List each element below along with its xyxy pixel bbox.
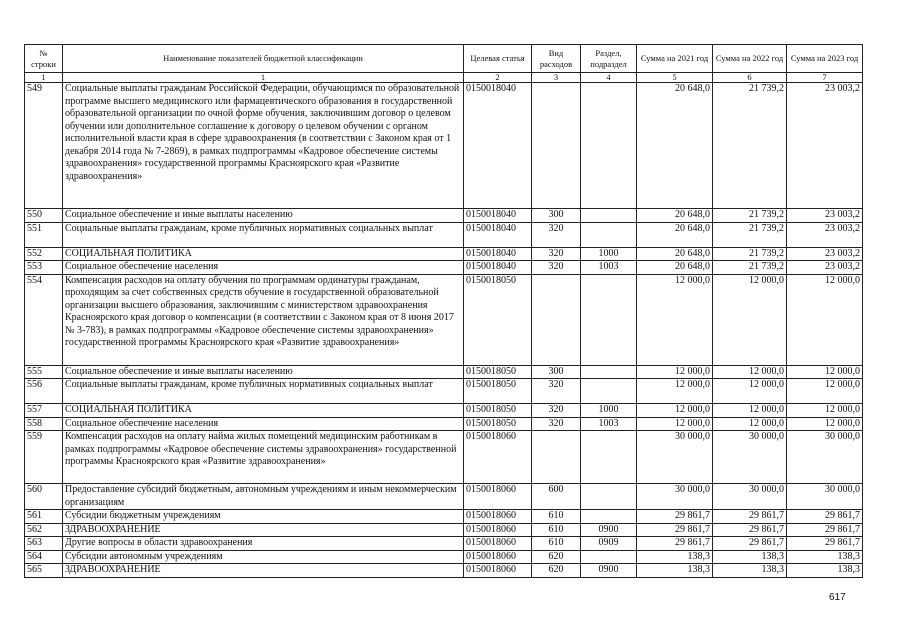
indicator-name-cell: СОЦИАЛЬНАЯ ПОЛИТИКА [63,404,464,418]
header-expense-type: Вид расходов [532,45,581,73]
sum-2022-cell: 12 000,0 [713,379,787,404]
expense-type-cell: 620 [532,564,581,578]
target-article-cell: 0150018040 [464,247,532,261]
sum-2021-cell: 12 000,0 [637,365,713,379]
table-row [25,404,863,418]
section-cell [581,431,637,484]
header-indicator-name: Наименование показателей бюджетной классификации [63,45,464,73]
section-cell [581,550,637,564]
target-article-cell: 0150018060 [464,484,532,510]
sum-2022-cell: 12 000,0 [713,404,787,418]
row-number-cell: 553 [25,261,63,275]
section-cell [581,484,637,510]
sum-2023-cell: 30 000,0 [787,484,863,510]
table-row [25,379,863,404]
sum-2022-cell: 21 739,2 [713,222,787,247]
sum-2021-cell: 12 000,0 [637,274,713,365]
indicator-name-cell: Социальные выплаты гражданам, кроме публичных нормативных социальных выплат [63,222,464,247]
indicator-name-cell: Социальные выплаты гражданам, кроме публичных нормативных социальных выплат [63,379,464,404]
table-row [25,261,863,275]
column-number: 4 [581,73,637,83]
row-number-cell: 557 [25,404,63,418]
expense-type-cell [532,431,581,484]
sum-2021-cell: 12 000,0 [637,379,713,404]
indicator-name-cell: Социальное обеспечение и иные выплаты населению [63,365,464,379]
sum-2021-cell: 12 000,0 [637,404,713,418]
sum-2023-cell: 29 861,7 [787,523,863,537]
target-article-cell: 0150018040 [464,83,532,209]
page-number: 617 [829,592,846,603]
sum-2022-cell: 21 739,2 [713,83,787,209]
sum-2023-cell: 23 003,2 [787,83,863,209]
table-row [25,83,863,209]
section-cell [581,379,637,404]
sum-2021-cell: 20 648,0 [637,83,713,209]
sum-2022-cell: 30 000,0 [713,484,787,510]
target-article-cell: 0150018050 [464,365,532,379]
section-cell: 1003 [581,261,637,275]
expense-type-cell: 600 [532,484,581,510]
target-article-cell: 0150018040 [464,222,532,247]
sum-2021-cell: 20 648,0 [637,222,713,247]
expense-type-cell: 320 [532,222,581,247]
sum-2021-cell: 138,3 [637,564,713,578]
table-row [25,537,863,551]
expense-type-cell: 620 [532,550,581,564]
table-body [25,83,863,578]
sum-2021-cell: 29 861,7 [637,537,713,551]
column-number: 2 [464,73,532,83]
expense-type-cell: 320 [532,404,581,418]
sum-2022-cell: 29 861,7 [713,537,787,551]
indicator-name-cell: ЗДРАВООХРАНЕНИЕ [63,523,464,537]
column-number: 6 [713,73,787,83]
sum-2022-cell: 21 739,2 [713,261,787,275]
row-number-cell: 561 [25,510,63,524]
indicator-name-cell: Социальное обеспечение и иные выплаты населению [63,209,464,223]
section-cell: 1000 [581,404,637,418]
sum-2022-cell: 21 739,2 [713,247,787,261]
sum-2021-cell: 20 648,0 [637,261,713,275]
sum-2023-cell: 23 003,2 [787,261,863,275]
row-number-cell: 565 [25,564,63,578]
indicator-name-cell: Субсидии автономным учреждениям [63,550,464,564]
target-article-cell: 0150018050 [464,379,532,404]
sum-2021-cell: 30 000,0 [637,431,713,484]
table-row [25,523,863,537]
target-article-cell: 0150018050 [464,417,532,431]
sum-2023-cell: 138,3 [787,550,863,564]
row-number-cell: 563 [25,537,63,551]
sum-2021-cell: 12 000,0 [637,417,713,431]
section-cell [581,365,637,379]
expense-type-cell: 320 [532,247,581,261]
column-number: 1 [25,73,63,83]
row-number-cell: 558 [25,417,63,431]
budget-table [24,44,863,578]
target-article-cell: 0150018060 [464,523,532,537]
expense-type-cell: 610 [532,537,581,551]
sum-2023-cell: 30 000,0 [787,431,863,484]
sum-2023-cell: 12 000,0 [787,274,863,365]
table-row [25,274,863,365]
sum-2023-cell: 23 003,2 [787,209,863,223]
sum-2022-cell: 12 000,0 [713,274,787,365]
sum-2023-cell: 12 000,0 [787,365,863,379]
sum-2022-cell: 21 739,2 [713,209,787,223]
sum-2023-cell: 12 000,0 [787,379,863,404]
section-cell [581,274,637,365]
expense-type-cell [532,83,581,209]
sum-2023-cell: 29 861,7 [787,537,863,551]
sum-2023-cell: 29 861,7 [787,510,863,524]
header-sum-2021: Сумма на 2021 год [637,45,713,73]
expense-type-cell [532,274,581,365]
row-number-cell: 552 [25,247,63,261]
section-cell: 1000 [581,247,637,261]
table-row [25,564,863,578]
section-cell: 0900 [581,564,637,578]
sum-2022-cell: 12 000,0 [713,417,787,431]
column-number: 1 [63,73,464,83]
sum-2022-cell: 12 000,0 [713,365,787,379]
section-cell: 0909 [581,537,637,551]
sum-2022-cell: 138,3 [713,550,787,564]
target-article-cell: 0150018060 [464,537,532,551]
table-row [25,431,863,484]
sum-2023-cell: 23 003,2 [787,247,863,261]
indicator-name-cell: Другие вопросы в области здравоохранения [63,537,464,551]
target-article-cell: 0150018050 [464,404,532,418]
column-number: 5 [637,73,713,83]
row-number-cell: 559 [25,431,63,484]
section-cell: 1003 [581,417,637,431]
target-article-cell: 0150018060 [464,564,532,578]
expense-type-cell: 300 [532,209,581,223]
row-number-cell: 560 [25,484,63,510]
target-article-cell: 0150018060 [464,431,532,484]
section-cell [581,510,637,524]
table-row [25,247,863,261]
row-number-cell: 562 [25,523,63,537]
sum-2021-cell: 30 000,0 [637,484,713,510]
section-cell [581,83,637,209]
indicator-name-cell: Предоставление субсидий бюджетным, автономным учреждениям и иным некоммерческим организациям [63,484,464,510]
sum-2023-cell: 23 003,2 [787,222,863,247]
table-row [25,222,863,247]
section-cell: 0900 [581,523,637,537]
sum-2021-cell: 138,3 [637,550,713,564]
indicator-name-cell: СОЦИАЛЬНАЯ ПОЛИТИКА [63,247,464,261]
table-row [25,484,863,510]
sum-2021-cell: 20 648,0 [637,209,713,223]
row-number-cell: 555 [25,365,63,379]
column-number: 7 [787,73,863,83]
target-article-cell: 0150018040 [464,261,532,275]
table-row [25,209,863,223]
column-number: 3 [532,73,581,83]
expense-type-cell: 610 [532,523,581,537]
row-number-cell: 564 [25,550,63,564]
header-sum-2022: Сумма на 2022 год [713,45,787,73]
indicator-name-cell: Компенсация расходов на оплату найма жилых помещений медицинским работникам в рамках подпрограммы «Кадровое обеспечение системы здравоохранения» государственной программы Красноярского края «Развитие здравоохранения» [63,431,464,484]
header-section: Раздел, подраздел [581,45,637,73]
sum-2023-cell: 12 000,0 [787,404,863,418]
indicator-name-cell: Социальные выплаты гражданам Российской Федерации, обучающимся по образовательной программе высшего медицинского или фармацевтического образования в государственной образовательной организации по очной форме обучения, заключившим договор о целевом обучении или дополнительное соглашение к договору о целевом обучении с органом исполнительной власти края в сфере здравоохранения (в соответствии с Законом края от 1 декабря 2014 года № 7-2869), в рамках подпрограммы «Кадровое обеспечение системы здравоохранения» государственной программы Красноярского края «Развитие здравоохранения» [63,83,464,209]
sum-2021-cell: 29 861,7 [637,510,713,524]
row-number-cell: 549 [25,83,63,209]
sum-2022-cell: 138,3 [713,564,787,578]
section-cell [581,222,637,247]
target-article-cell: 0150018060 [464,550,532,564]
section-cell [581,209,637,223]
row-number-cell: 554 [25,274,63,365]
table-row [25,550,863,564]
indicator-name-cell: Компенсация расходов на оплату обучения по программам ординатуры гражданам, проходящим за счет собственных средств обучение в государственной образовательной организации высшего образования, заключившим с министерством здравоохранения Красноярского края договор о компенсации (в соответствии с Законом края от 8 июня 2017 № 3-783), в рамках подпрограммы «Кадровое обеспечение системы здравоохранения» государственной программы Красноярского края «Развитие здравоохранения» [63,274,464,365]
sum-2022-cell: 29 861,7 [713,523,787,537]
indicator-name-cell: Субсидии бюджетным учреждениям [63,510,464,524]
target-article-cell: 0150018040 [464,209,532,223]
table-row [25,365,863,379]
indicator-name-cell: ЗДРАВООХРАНЕНИЕ [63,564,464,578]
sum-2022-cell: 30 000,0 [713,431,787,484]
table-row [25,417,863,431]
target-article-cell: 0150018050 [464,274,532,365]
header-row-number: № строки [25,45,63,73]
row-number-cell: 556 [25,379,63,404]
target-article-cell: 0150018060 [464,510,532,524]
column-numbers-row [25,73,863,83]
expense-type-cell: 320 [532,379,581,404]
header-sum-2023: Сумма на 2023 год [787,45,863,73]
indicator-name-cell: Социальное обеспечение населения [63,261,464,275]
sum-2021-cell: 20 648,0 [637,247,713,261]
row-number-cell: 550 [25,209,63,223]
expense-type-cell: 320 [532,417,581,431]
expense-type-cell: 300 [532,365,581,379]
expense-type-cell: 610 [532,510,581,524]
sum-2022-cell: 29 861,7 [713,510,787,524]
sum-2021-cell: 29 861,7 [637,523,713,537]
table-row [25,510,863,524]
sum-2023-cell: 12 000,0 [787,417,863,431]
indicator-name-cell: Социальное обеспечение населения [63,417,464,431]
table-header [25,45,863,83]
header-target-article: Целевая статья [464,45,532,73]
sum-2023-cell: 138,3 [787,564,863,578]
expense-type-cell: 320 [532,261,581,275]
row-number-cell: 551 [25,222,63,247]
